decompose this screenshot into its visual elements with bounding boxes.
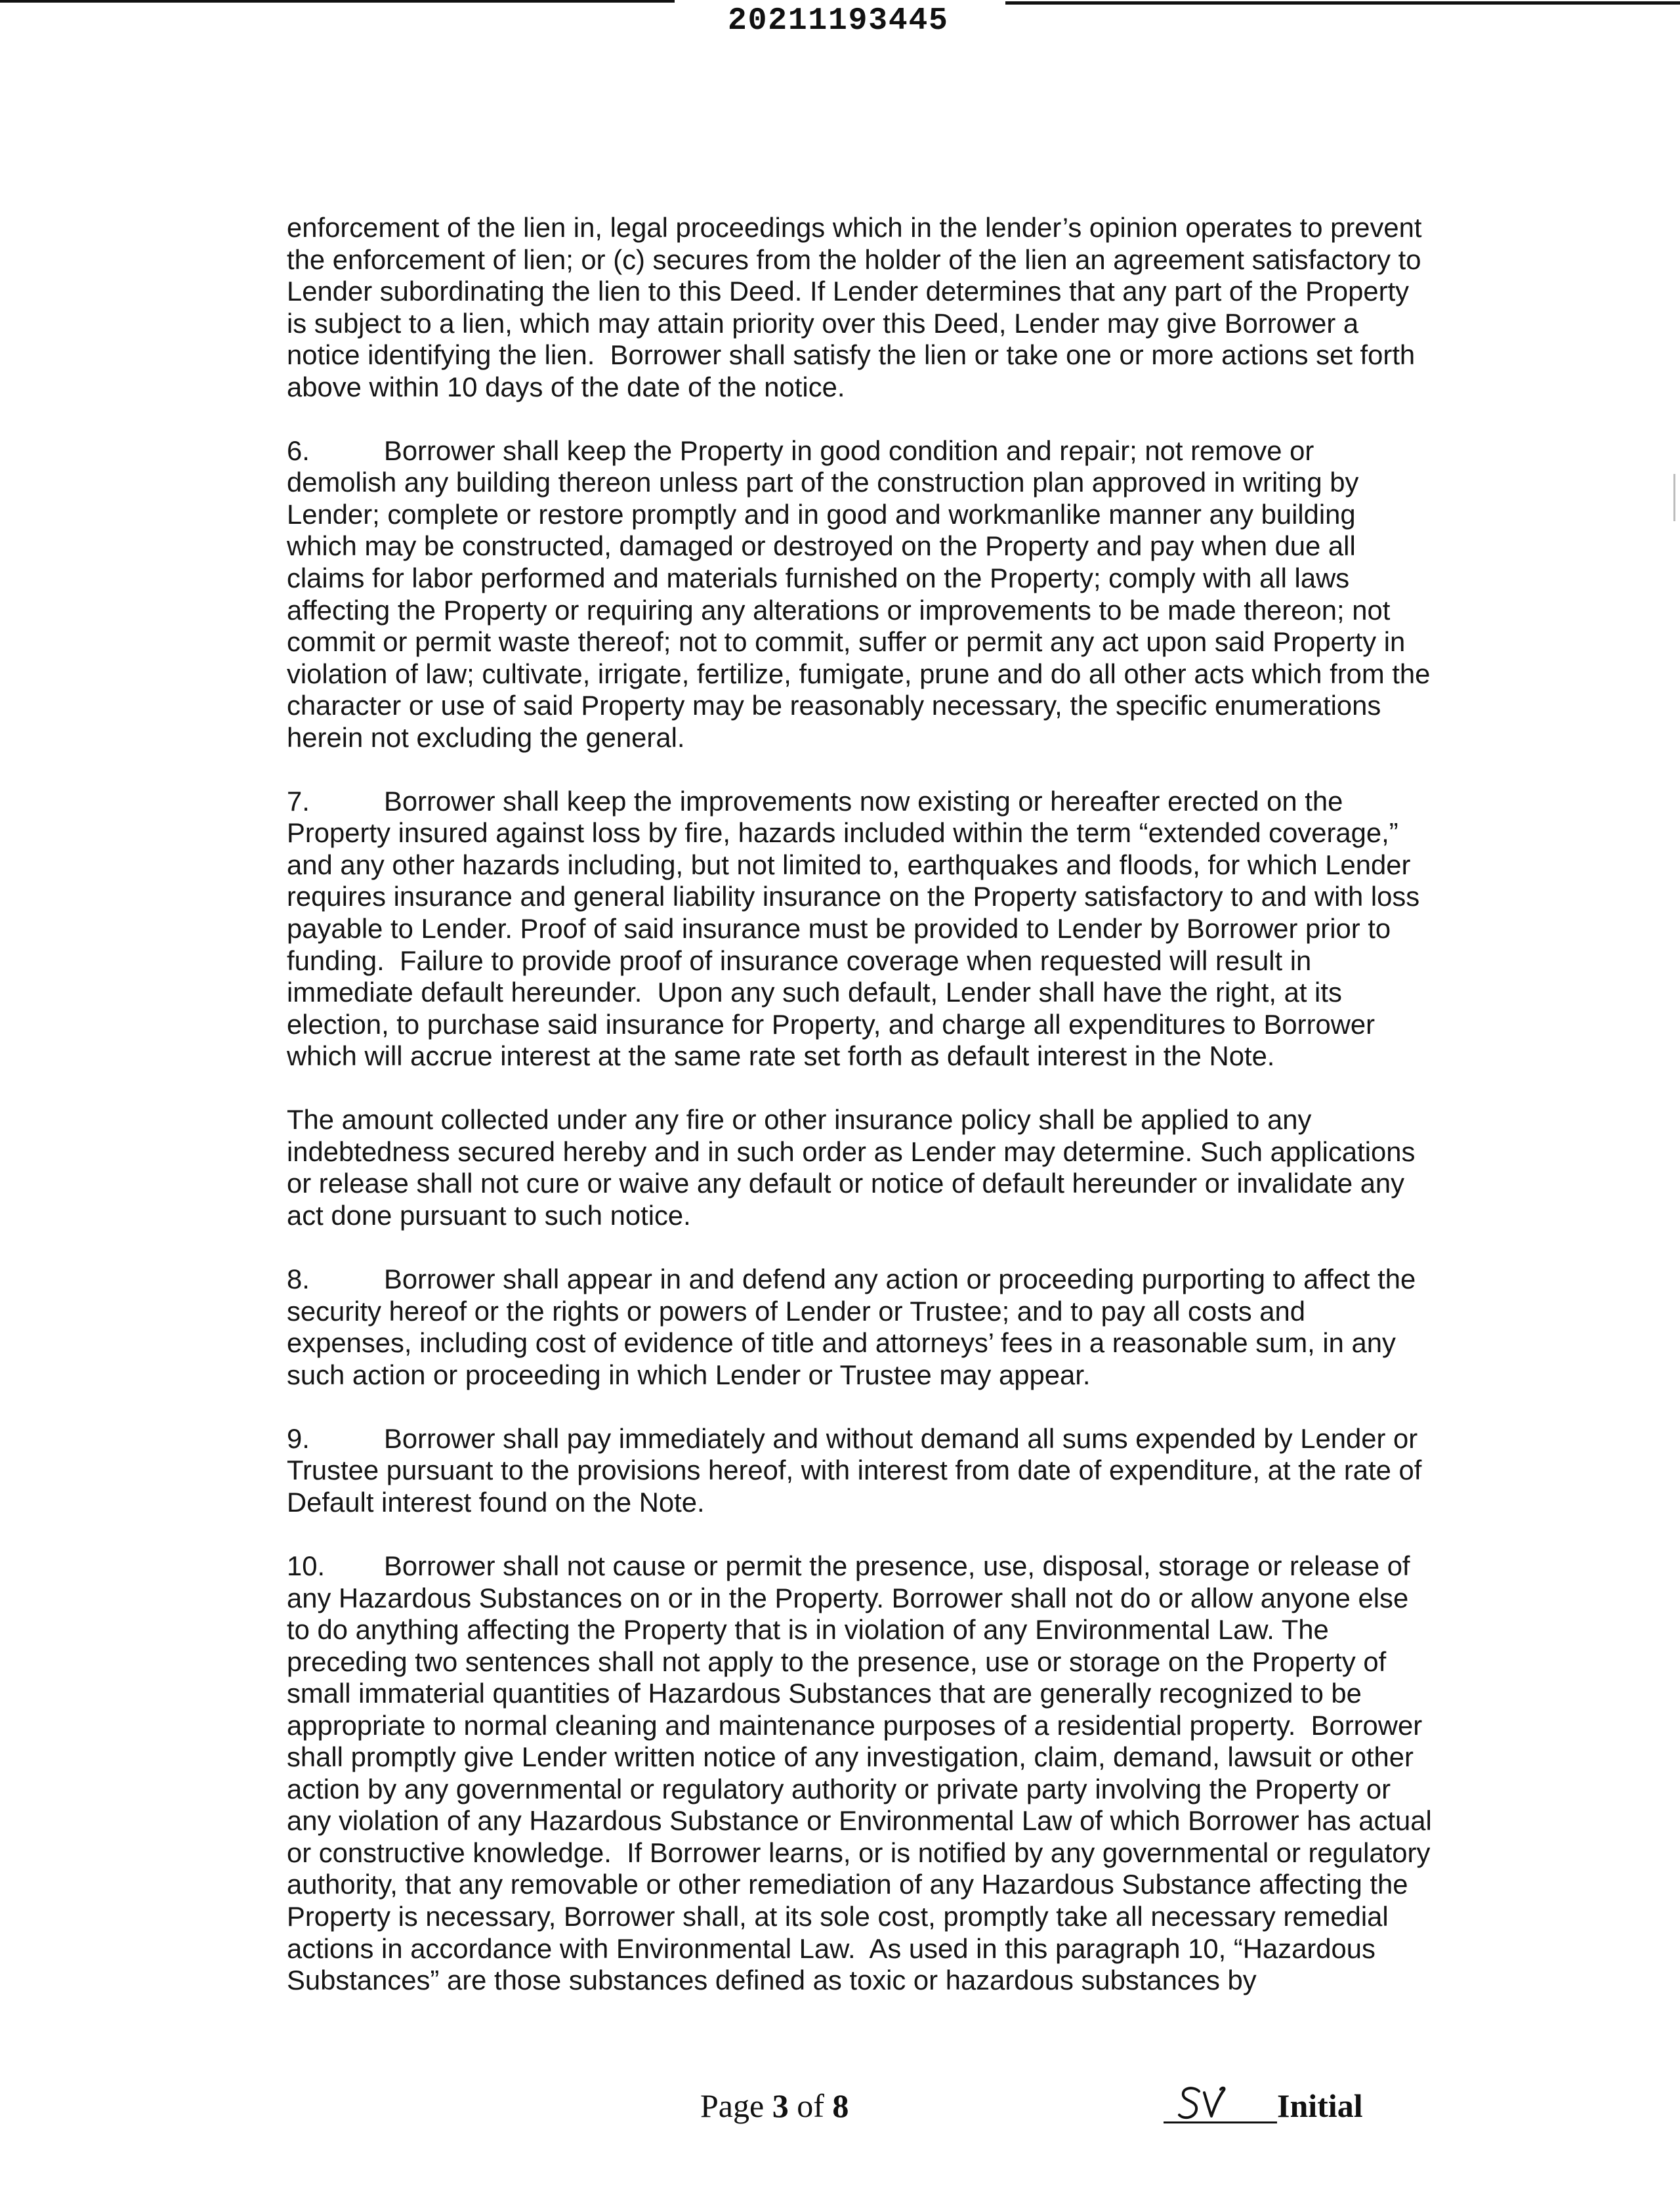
line-text: election, to purchase said insurance for Property, and charge all expenditures to Borrower xyxy=(287,1008,1376,1040)
text-line xyxy=(287,467,1468,499)
line-text: violation of law; cultivate, irrigate, fertilize, fumigate, prune and do all other acts which from the xyxy=(287,658,1431,689)
paragraph xyxy=(287,212,1468,403)
text-line xyxy=(287,244,1468,276)
text-line xyxy=(287,817,1468,849)
line-text: Borrower shall keep the Property in good condition and repair; not remove or xyxy=(384,435,1314,466)
text-line xyxy=(287,1264,1468,1296)
text-line xyxy=(287,1136,1468,1168)
line-text: or release shall not cure or waive any default or notice of default hereunder or invalidate any xyxy=(287,1168,1405,1199)
line-text: preceding two sentences shall not apply to the presence, use or storage on the Property of xyxy=(287,1646,1387,1677)
line-text: which may be constructed, damaged or destroyed on the Property and pay when due all xyxy=(287,530,1356,562)
line-text: Lender subordinating the lien to this Deed. If Lender determines that any part of the Property xyxy=(287,276,1410,307)
text-line xyxy=(287,849,1468,882)
line-text: requires insurance and general liability insurance on the Property satisfactory to and with loss xyxy=(287,881,1420,912)
line-text: Borrower shall pay immediately and without demand all sums expended by Lender or xyxy=(384,1422,1418,1454)
line-text: such action or proceeding in which Lender or Trustee may appear. xyxy=(287,1359,1091,1390)
text-line xyxy=(287,1423,1468,1455)
text-line xyxy=(287,1965,1468,1997)
text-line xyxy=(287,1327,1468,1359)
line-text: Lender; complete or restore promptly and in good and workmanlike manner any building xyxy=(287,498,1356,530)
line-text: act done pursuant to such notice. xyxy=(287,1199,691,1231)
text-line xyxy=(287,1359,1468,1392)
line-text: immediate default hereunder. Upon any such default, Lender shall have the right, at its xyxy=(287,977,1342,1008)
line-text: enforcement of the lien in, legal proceedings which in the lender’s opinion operates to prevent xyxy=(287,212,1422,243)
text-line xyxy=(287,563,1468,595)
line-text: Default interest found on the Note. xyxy=(287,1486,705,1518)
paragraph-number: 8. xyxy=(287,1264,310,1295)
numbered-paragraph xyxy=(287,435,1468,754)
text-line xyxy=(287,435,1468,467)
line-text: any violation of any Hazardous Substance or Environmental Law of which Borrower has actual xyxy=(287,1805,1432,1837)
text-line xyxy=(287,1009,1468,1041)
text-line xyxy=(287,1583,1468,1615)
text-line xyxy=(287,339,1468,372)
text-line xyxy=(287,1837,1468,1869)
text-line xyxy=(287,1296,1468,1328)
text-line xyxy=(287,945,1468,977)
text-line xyxy=(287,1040,1468,1073)
text-line xyxy=(287,308,1468,340)
scan-edge-mark xyxy=(1673,474,1675,521)
text-line xyxy=(287,1550,1468,1583)
line-text: expenses, including cost of evidence of title and attorneys’ fees in a reasonable sum, in any xyxy=(287,1327,1396,1359)
text-line xyxy=(287,658,1468,691)
line-text: notice identifying the lien. Borrower shall satisfy the lien or take one or more actions set forth xyxy=(287,339,1416,371)
line-text: any Hazardous Substances on or in the Property. Borrower shall not do or allow anyone else xyxy=(287,1582,1409,1613)
header-rule-left xyxy=(0,0,675,3)
page-number: 3 xyxy=(772,2087,789,2124)
numbered-paragraph xyxy=(287,1550,1468,1997)
line-text: small immaterial quantities of Hazardous Substances that are generally recognized to be xyxy=(287,1678,1362,1709)
numbered-paragraph xyxy=(287,1423,1468,1519)
text-line xyxy=(287,913,1468,945)
text-line xyxy=(287,1869,1468,1901)
text-line xyxy=(287,977,1468,1009)
line-text: demolish any building thereon unless part of the construction plan approved in writing by xyxy=(287,467,1359,498)
text-line xyxy=(287,1678,1468,1710)
line-text: Borrower shall appear in and defend any action or proceeding purporting to affect the xyxy=(384,1264,1416,1295)
text-line xyxy=(287,1805,1468,1837)
line-text: Substances” are those substances defined as toxic or hazardous substances by xyxy=(287,1965,1257,1996)
text-line xyxy=(287,276,1468,308)
line-text: commit or permit waste thereof; not to commit, suffer or permit any act upon said Property in xyxy=(287,626,1406,658)
line-text: security hereof or the rights or powers of Lender or Trustee; and to pay all costs and xyxy=(287,1295,1305,1327)
text-line xyxy=(287,690,1468,722)
line-text: Trustee pursuant to the provisions hereof, with interest from date of expenditure, at the rate of xyxy=(287,1455,1422,1486)
paragraph-number: 6. xyxy=(287,435,310,466)
line-text: indebtedness secured hereby and in such order as Lender may determine. Such applications xyxy=(287,1136,1416,1167)
line-text: payable to Lender. Proof of said insurance must be provided to Lender by Borrower prior to xyxy=(287,913,1391,945)
text-line xyxy=(287,1901,1468,1933)
text-line xyxy=(287,1933,1468,1965)
text-line xyxy=(287,530,1468,563)
numbered-paragraph xyxy=(287,786,1468,1073)
line-text: Borrower shall not cause or permit the presence, use, disposal, storage or release of xyxy=(384,1550,1410,1581)
text-line xyxy=(287,1200,1468,1232)
text-line xyxy=(287,1710,1468,1742)
line-text: funding. Failure to provide proof of insurance coverage when requested will result in xyxy=(287,945,1312,976)
text-line xyxy=(287,1614,1468,1646)
text-line xyxy=(287,881,1468,913)
text-line xyxy=(287,1168,1468,1200)
line-text: appropriate to normal cleaning and maintenance purposes of a residential property. Borrower xyxy=(287,1709,1423,1741)
initial-label: Initial xyxy=(1277,2087,1363,2124)
line-text: above within 10 days of the date of the notice. xyxy=(287,371,845,402)
line-text: to do anything affecting the Property that is in violation of any Environmental Law. The xyxy=(287,1614,1329,1646)
page-label: Page xyxy=(700,2087,765,2124)
line-text: authority, that any removable or other remediation of any Hazardous Substance affecting the xyxy=(287,1869,1408,1900)
line-text: Property is necessary, Borrower shall, at its sole cost, promptly take all necessary remedial xyxy=(287,1900,1389,1932)
line-text: character or use of said Property may be reasonably necessary, the specific enumerations xyxy=(287,690,1381,721)
document-body xyxy=(287,212,1468,2028)
line-text: and any other hazards including, but not limited to, earthquakes and floods, for which Lender xyxy=(287,849,1411,880)
text-line xyxy=(287,372,1468,404)
handwritten-initials xyxy=(1177,2085,1240,2125)
text-line xyxy=(287,1741,1468,1774)
line-text: Property insured against loss by fire, hazards included within the term “extended coverage,” xyxy=(287,817,1398,849)
text-line xyxy=(287,722,1468,754)
line-text: affecting the Property or requiring any alterations or improvements to be made thereon; not xyxy=(287,594,1391,626)
page-total: 8 xyxy=(832,2087,849,2124)
text-line xyxy=(287,786,1468,818)
text-line xyxy=(287,499,1468,531)
paragraph-number: 9. xyxy=(287,1422,310,1454)
text-line xyxy=(287,1104,1468,1136)
text-line xyxy=(287,212,1468,244)
paragraph-number: 7. xyxy=(287,785,310,817)
text-line xyxy=(287,1487,1468,1519)
line-text: The amount collected under any fire or other insurance policy shall be applied to any xyxy=(287,1104,1312,1136)
paragraph xyxy=(287,1104,1468,1231)
document-number: 20211193445 xyxy=(728,3,949,39)
text-line xyxy=(287,595,1468,627)
line-text: or constructive knowledge. If Borrower learns, or is notified by any governmental or regulatory xyxy=(287,1837,1431,1868)
line-text: is subject to a lien, which may attain priority over this Deed, Lender may give Borrower a xyxy=(287,307,1359,339)
text-line xyxy=(287,1646,1468,1678)
line-text: herein not excluding the general. xyxy=(287,721,685,753)
page-indicator xyxy=(700,2089,849,2122)
page-of-label: of xyxy=(797,2087,824,2124)
line-text: which will accrue interest at the same rate set forth as default interest in the Note. xyxy=(287,1040,1275,1072)
line-text: action by any governmental or regulatory authority or private party involving the Property or xyxy=(287,1773,1391,1804)
line-text: shall promptly give Lender written notice of any investigation, claim, demand, lawsuit or other xyxy=(287,1741,1414,1773)
line-text: Borrower shall keep the improvements now existing or hereafter erected on the xyxy=(384,785,1343,817)
text-line xyxy=(287,1774,1468,1806)
line-text: the enforcement of lien; or (c) secures from the holder of the lien an agreement satisfactory to xyxy=(287,244,1421,275)
numbered-paragraph xyxy=(287,1264,1468,1391)
line-text: actions in accordance with Environmental Law. As used in this paragraph 10, “Hazardous xyxy=(287,1932,1376,1964)
line-text: claims for labor performed and materials furnished on the Property; comply with all laws xyxy=(287,563,1350,594)
text-line xyxy=(287,1455,1468,1487)
paragraph-number: 10. xyxy=(287,1550,326,1581)
header-rule-right xyxy=(1005,1,1680,5)
text-line xyxy=(287,626,1468,658)
